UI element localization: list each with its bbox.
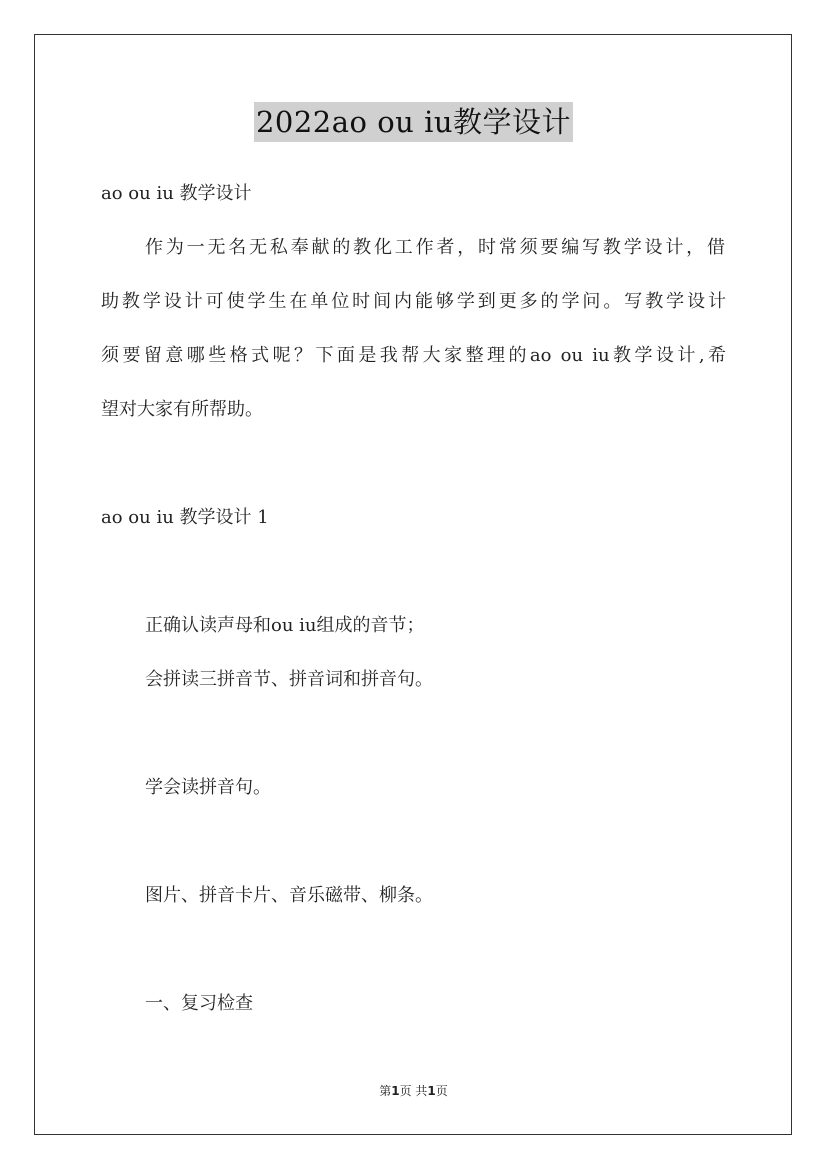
key-point-line: 学会读拼音句。 bbox=[145, 777, 271, 798]
intro-line-3: 须要留意哪些格式呢？下面是我帮大家整理的ao ou iu教学设计,希 bbox=[101, 345, 726, 366]
step-1-heading: 一、复习检查 bbox=[145, 993, 253, 1014]
goal-line-1: 正确认读声母和ou iu组成的音节； bbox=[145, 615, 425, 636]
document-subtitle: ao ou iu 教学设计 bbox=[101, 183, 252, 204]
footer-page-total: 1 bbox=[427, 1084, 436, 1098]
goal-line-2: 会拼读三拼音节、拼音词和拼音句。 bbox=[145, 669, 433, 690]
footer-page-prefix: 第 bbox=[379, 1084, 392, 1098]
page-footer bbox=[0, 1083, 827, 1099]
footer-page-number: 1 bbox=[391, 1084, 400, 1098]
document-title-container bbox=[0, 102, 827, 142]
intro-line-1: 作为一无名无私奉献的教化工作者，时常须要编写教学设计，借 bbox=[145, 237, 725, 258]
section-heading: ao ou iu 教学设计 1 bbox=[101, 507, 269, 528]
footer-page-mid: 页 共 bbox=[399, 1084, 428, 1098]
intro-line-4: 望对大家有所帮助。 bbox=[101, 399, 263, 420]
footer-page-suffix: 页 bbox=[435, 1084, 448, 1098]
materials-line: 图片、拼音卡片、音乐磁带、柳条。 bbox=[145, 885, 433, 906]
intro-line-2: 助教学设计可使学生在单位时间内能够学到更多的学问。写教学设计 bbox=[101, 291, 726, 312]
document-title: 2022ao ou iu教学设计 bbox=[254, 102, 573, 142]
